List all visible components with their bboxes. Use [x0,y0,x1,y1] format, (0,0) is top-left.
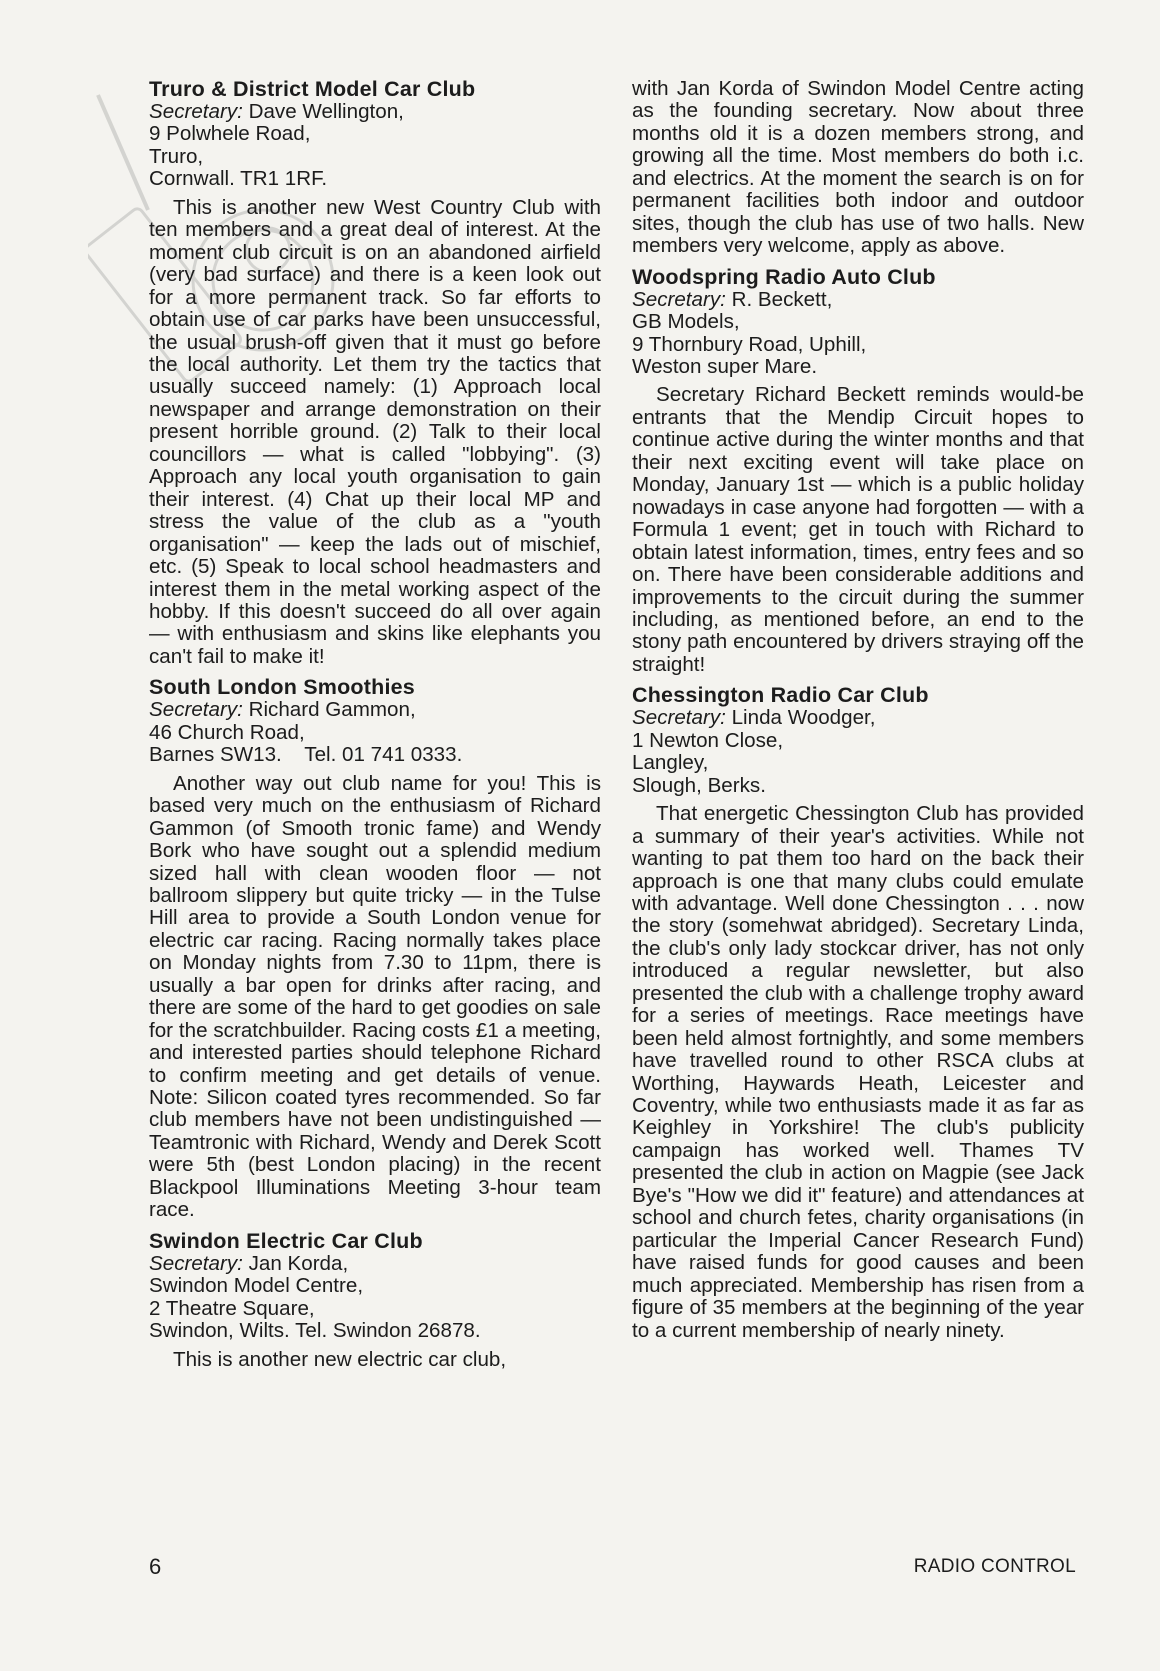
secretary-name: Richard Gammon, [242,698,416,722]
publication-name: RADIO CONTROL [913,1556,1076,1577]
secretary-label: Secretary: [632,706,726,730]
club-address-chessington [632,707,1084,797]
club-body-woodspring: Secretary Richard Beckett reminds would-be entrants that the Mendip Circuit hopes to continue active during the winter months and that their next exciting event will take place on Monday, January 1st — which is a public holiday nowadays in case anyone had forgotten — with a Formula 1 event; get in touch with Richard to obtain latest information, times, entry fees and so on. There have been considerable additions and improvements to the circuit during the summer including, as mentioned before, an end to the stony path encountered by drivers straying off the straight! [632,383,1084,676]
club-body-swindon-continued: with Jan Korda of Swindon Model Centre acting as the founding secretary. Now about three months old it is a dozen members strong, and growing all the time. Most members do both i.c. and electrics. At the moment the search is on for permanent facilities both indoor and outdoor sites, though the club has use of two halls. New members very welcome, apply as above. [632,77,1084,258]
secretary-name: Jan Korda, [242,1251,349,1275]
club-heading-south-london: South London Smoothies [149,675,415,700]
secretary-name: Dave Wellington, [242,100,404,123]
club-body-chessington: That energetic Chessington Club has provided a summary of their year's activities. While not wanting to pat them too hard on the back their approach is one that many clubs could emulate with advantage. Well done Chessington . . . now the story (somehwat abridged). Secretary Linda, the club's only lady stockcar driver, has not only introduced a regular newsletter, but also presented the club with a challenge trophy award for a series of meetings. Race meetings have been held almost fortnightly, and some members have travelled round to other RSCA clubs at Worthing, Haywards Heath, Leicester and Coventry, while two enthusiasts made it as far as Keighley in Yorkshire! The club's publicity campaign has worked well. Thames TV presented the club in action on Magpie (see Jack Bye's "How we did it" feature) and attendances at school and church fetes, charity organisations (in particular the Imperial Cancer Research Fund) have raised funds for good causes and been much appreciated. Membership has risen from a figure of 35 members at the beginning of the year to a current membership of nearly ninety. [632,802,1084,1342]
address-line: 9 Thornbury Road, Uphill, [632,332,867,356]
address-line: Swindon Model Centre, [149,1274,364,1298]
club-heading-truro: Truro & District Model Car Club [149,77,476,101]
secretary-label: Secretary: [632,287,726,311]
club-heading-swindon: Swindon Electric Car Club [149,1228,423,1253]
club-address-woodspring [632,289,1084,379]
secretary-label: Secretary: [149,698,243,722]
club-body-truro: This is another new West Country Club with ten members and a great deal of interest. At the moment club circuit is on an abandoned airfield (very bad surface) and there is a keen look out for a more permanent track. So far efforts to obtain use of car parks have been unsuccessful, the usual brush-off given that it must go before the local authority. Let them try the tactics that usually succeed namely: (1) Approach local newspaper and arrange demonstration on their present horrible ground. (2) Talk to their local councillors — what is called "lobbying". (3) Approach any local youth organisation to gain their interest. (4) Chat up their local MP and stress the value of the club as a "youth organisation" — keep the lads out of mischief, etc. (5) Speak to local school headmasters and interest them in the metal working aspect of the hobby. If this doesn't succeed do all over again — with enthusiasm and skins like elephants you can't fail to make it! [149,195,601,668]
address-line: Truro, [149,144,204,168]
address-line: Weston super Mare. [632,354,818,378]
secretary-name: R. Beckett, [725,287,833,311]
address-line: 46 Church Road, [149,720,305,744]
page-number: 6 [149,1554,162,1579]
address-line: 9 Polwhele Road, [149,122,311,146]
club-address-swindon [149,1253,601,1343]
address-line: GB Models, [632,310,740,334]
secretary-label: Secretary: [149,100,243,123]
secretary-name: Linda Woodger, [725,706,876,730]
address-line: 2 Theatre Square, [149,1296,315,1320]
address-line: 1 Newton Close, [632,728,784,752]
address-line: Slough, Berks. [632,773,766,797]
secretary-label: Secretary: [149,1251,243,1275]
club-body-swindon-start: This is another new electric car club, [173,1347,507,1371]
address-line: Swindon, Wilts. Tel. Swindon 26878. [149,1319,481,1343]
club-heading-chessington: Chessington Radio Car Club [632,683,929,708]
address-line: Barnes SW13. Tel. 01 741 0333. [149,743,463,767]
club-address-south-london [149,699,601,766]
club-body-south-london: Another way out club name for you! This is based very much on the enthusiasm of Richard Gammon (of Smooth tronic fame) and Wendy Bork who have sought out a splendid medium sized hall with clean wooden floor — not ballroom slippery but quite tricky — in the Tulse Hill area to provide a South London venue for electric car racing. Racing normally takes place on Monday nights from 7.30 to 11pm, there is usually a bar open for drinks after racing, and there are some of the hard to get goodies on sale for the scratchbuilder. Racing costs £1 a meeting, and interested parties should telephone Richard to confirm meeting and get details of venue. Note: Silicon coated tyres recommended. So far club members have not been undistinguished — Teamtronic with Richard, Wendy and Derek Scott were 5th (best London placing) in the recent Blackpool Illuminations Meeting 3-hour team race. [149,771,601,1222]
left-column [149,78,601,1371]
address-line: Langley, [632,751,709,775]
right-column [632,78,1084,1342]
club-heading-woodspring: Woodspring Radio Auto Club [632,264,936,289]
address-line: Cornwall. TR1 1RF. [149,167,328,191]
club-address-truro [149,101,601,191]
